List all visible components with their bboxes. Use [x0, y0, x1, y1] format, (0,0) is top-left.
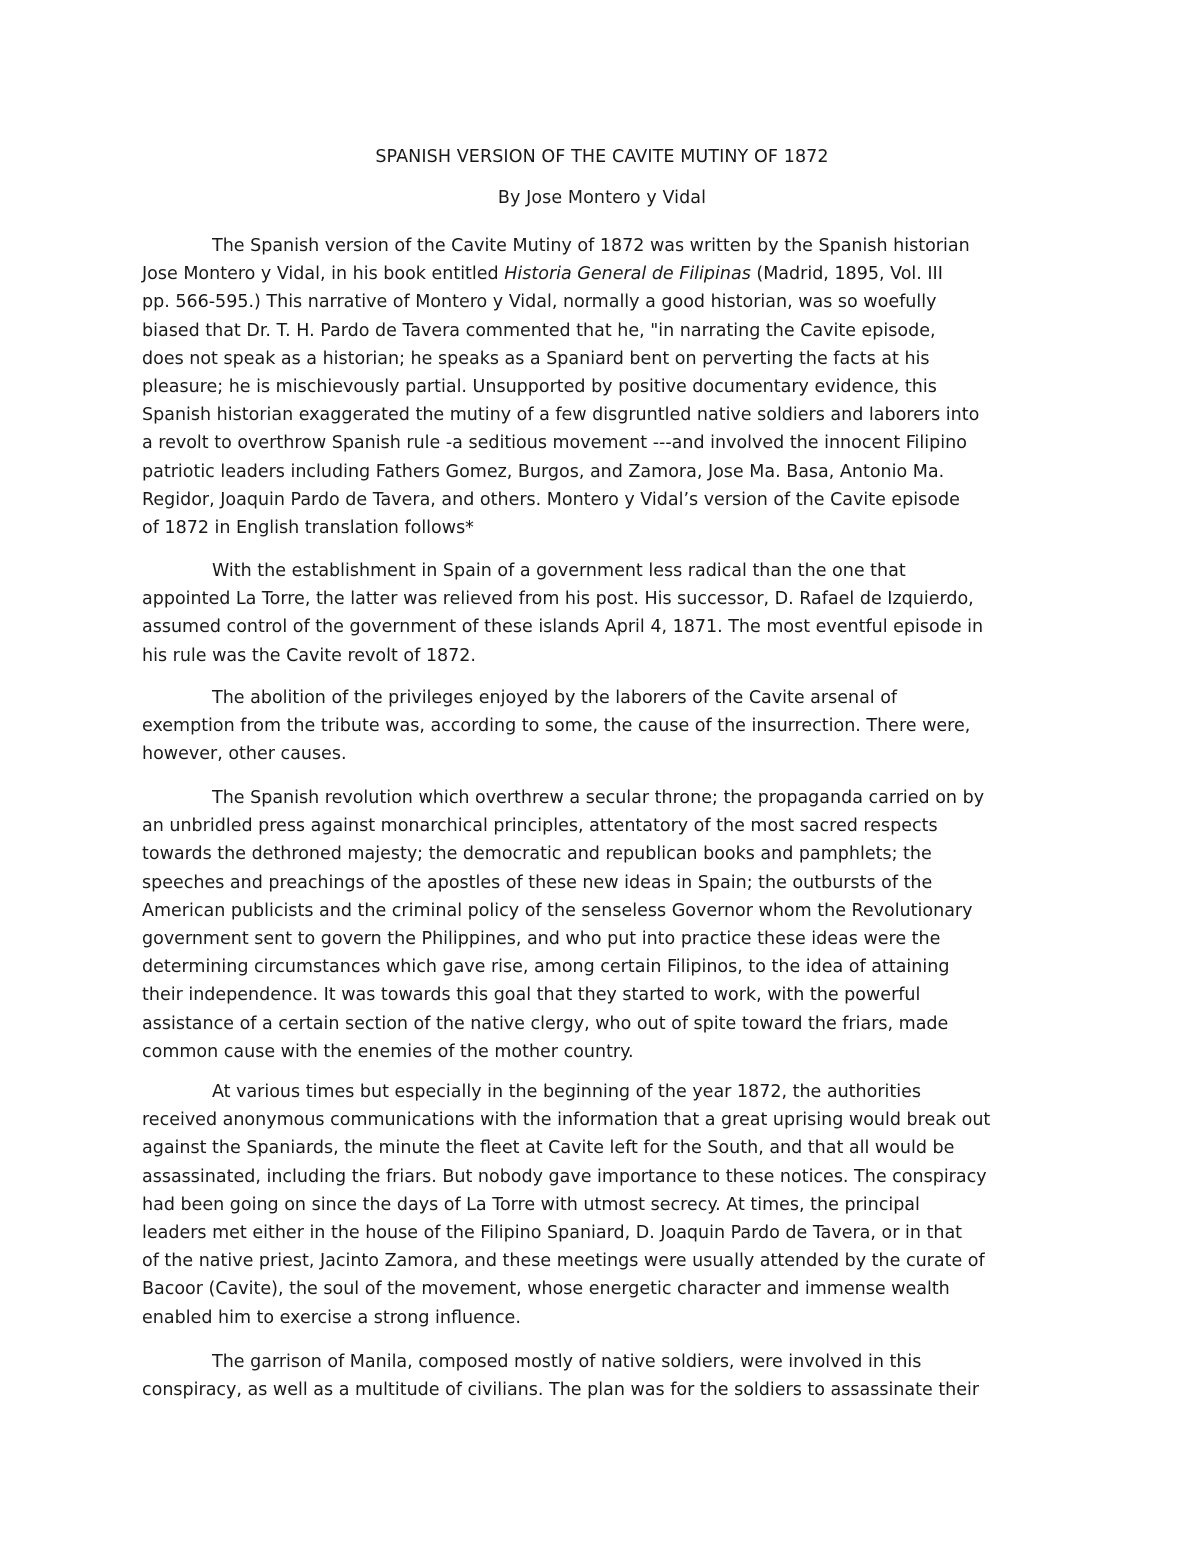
paragraph-line: common cause with the enemies of the mother country. [142, 1041, 634, 1062]
paragraph-line: The abolition of the privileges enjoyed by the laborers of the Cavite arsenal of [212, 688, 898, 708]
paragraph-intro [142, 232, 1062, 542]
paragraph-line: does not speak as a historian; he speaks as a Spaniard bent on perverting the facts at his [142, 348, 930, 369]
paragraph-line: government sent to govern the Philippines, and who put into practice these ideas were the [142, 929, 941, 950]
paragraph-line: Spanish historian exaggerated the mutiny of a few disgruntled native soldiers and laborers into [142, 405, 980, 426]
paragraph-line: towards the dethroned majesty; the democratic and republican books and pamphlets; the [142, 844, 932, 865]
paragraph-line: With the establishment in Spain of a government less radical than the one that [212, 561, 906, 581]
paragraph-line: The garrison of Manila, composed mostly of native soldiers, were involved in this [212, 1352, 922, 1372]
paragraph-la-torre [142, 557, 1062, 670]
paragraph-line: Regidor, Joaquin Pardo de Tavera, and others. Montero y Vidal’s version of the Cavite episode [142, 489, 960, 510]
paragraph-line: speeches and preachings of the apostles of these new ideas in Spain; the outbursts of the [142, 872, 933, 893]
paragraph-line: of 1872 in English translation follows* [142, 518, 474, 539]
paragraph-line: leaders met either in the house of the Filipino Spaniard, D. Joaquin Pardo de Tavera, or in that [142, 1223, 963, 1244]
paragraph-line: At various times but especially in the beginning of the year 1872, the authorities [212, 1082, 922, 1102]
paragraph-line: their independence. It was towards this goal that they started to work, with the powerful [142, 985, 921, 1006]
paragraph-line: Bacoor (Cavite), the soul of the movement, whose energetic character and immense wealth [142, 1279, 950, 1300]
paragraph-line: received anonymous communications with the information that a great uprising would break out [142, 1110, 991, 1131]
paragraph-line: however, other causes. [142, 744, 347, 765]
paragraph-line: had been going on since the days of La Torre with utmost secrecy. At times, the principal [142, 1194, 920, 1215]
paragraph-line: determining circumstances which gave rise, among certain Filipinos, to the idea of attaining [142, 957, 950, 978]
paragraph-line: pleasure; he is mischievously partial. Unsupported by positive documentary evidence, this [142, 377, 937, 398]
paragraph-line: a revolt to overthrow Spanish rule -a seditious movement ---and involved the innocent Filipino [142, 433, 967, 454]
paragraph-line: his rule was the Cavite revolt of 1872. [142, 645, 476, 666]
paragraph-line: pp. 566-595.) This narrative of Montero y Vidal, normally a good historian, was so woefully [142, 292, 937, 313]
paragraph-line: appointed La Torre, the latter was relieved from his post. His successor, D. Rafael de Izquierdo, [142, 589, 974, 610]
book-title: Historia General de Filipinas [504, 264, 751, 285]
paragraph-line: Jose Montero y Vidal, in his book entitled Historia General de Filipinas (Madrid, 1895, Vol. III [142, 264, 943, 285]
paragraph-line: American publicists and the criminal policy of the senseless Governor whom the Revolutionary [142, 900, 973, 921]
paragraph-line: against the Spaniards, the minute the fleet at Cavite left for the South, and that all would be [142, 1138, 955, 1159]
paragraph-abolition [142, 684, 1062, 769]
paragraph-line: assumed control of the government of these islands April 4, 1871. The most eventful episode in [142, 617, 984, 638]
paragraph-line: enabled him to exercise a strong influence. [142, 1307, 521, 1328]
document-title: SPANISH VERSION OF THE CAVITE MUTINY OF 1872 [375, 147, 829, 167]
paragraph-garrison [142, 1348, 1062, 1404]
paragraph-line: assassinated, including the friars. But nobody gave importance to these notices. The conspiracy [142, 1166, 987, 1187]
document-author: By Jose Montero y Vidal [497, 188, 707, 208]
paragraph-line: The Spanish revolution which overthrew a secular throne; the propaganda carried on by [212, 788, 985, 808]
paragraph-line: exemption from the tribute was, according to some, the cause of the insurrection. There were, [142, 716, 971, 737]
paragraph-revolution [142, 784, 1062, 1066]
paragraph-line: The Spanish version of the Cavite Mutiny of 1872 was written by the Spanish historian [212, 236, 970, 256]
paragraph-line: conspiracy, as well as a multitude of civilians. The plan was for the soldiers to assassinate their [142, 1380, 980, 1401]
paragraph-line: of the native priest, Jacinto Zamora, and these meetings were usually attended by the curate of [142, 1251, 985, 1272]
paragraph-warnings [142, 1078, 1062, 1332]
paragraph-line: biased that Dr. T. H. Pardo de Tavera commented that he, "in narrating the Cavite episode, [142, 320, 936, 341]
paragraph-line: patriotic leaders including Fathers Gomez, Burgos, and Zamora, Jose Ma. Basa, Antonio Ma. [142, 461, 945, 482]
paragraph-line: an unbridled press against monarchical principles, attentatory of the most sacred respects [142, 816, 938, 837]
paragraph-line: assistance of a certain section of the native clergy, who out of spite toward the friars, made [142, 1013, 949, 1034]
